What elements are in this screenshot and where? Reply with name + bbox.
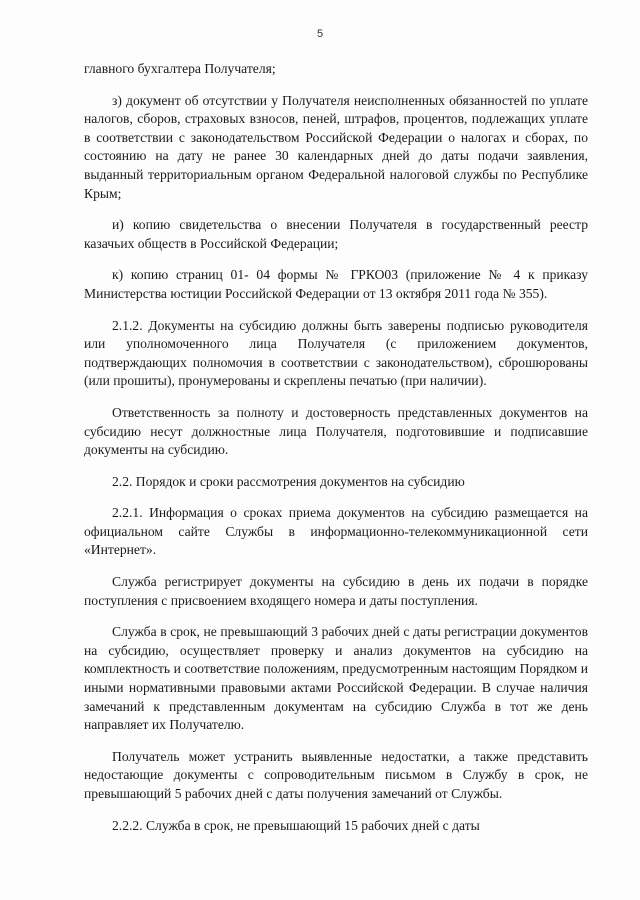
page-number: 5 <box>316 28 324 40</box>
document-body <box>84 60 588 835</box>
paragraph-item-k: к) копию страниц 01- 04 формы № ГРКО03 (приложение № 4 к приказу Министерства юстиции Российской Федерации от 13 октября 2011 года № 355). <box>84 267 588 301</box>
paragraph-item-z: з) документ об отсутствии у Получателя неисполненных обязанностей по уплате налогов, сборов, страховых взносов, пеней, штрафов, процентов, подлежащих уплате в соответствии с законодательством Российской Федерации о налогах и сборах, по состоянию на дату не ранее 30 календарных дней до даты подачи заявления, выданный территориальным органом Федеральной налоговой службы по Республике Крым; <box>84 92 588 201</box>
paragraph-corrections: Получатель может устранить выявленные недостатки, а также представить недостающие документы с сопроводительным письмом в Службу в срок, не превышающий 5 рабочих дней с даты получения замечаний от Службы. <box>84 748 588 801</box>
paragraph-2-2-1: 2.2.1. Информация о сроках приема документов на субсидию размещается на официальном сайте Службы в информационно-телекоммуникационной сети «Интернет». <box>84 505 588 558</box>
paragraph-responsibility: Ответственность за полноту и достоверность представленных документов на субсидию несут должностные лица Получателя, подготовившие и подписавшие документы на субсидию. <box>84 404 588 458</box>
paragraph-2-1-2: 2.1.2. Документы на субсидию должны быть заверены подписью руководителя или уполномоченного лица Получателя (с приложением документов, подтверждающих полномочия в соответствии с законодательством), сброшюрованы (или прошиты), пронумерованы и скреплены печатью (при наличии). <box>84 317 588 389</box>
paragraph-2-2-2: 2.2.2. Служба в срок, не превышающий 15 рабочих дней с даты <box>112 817 480 833</box>
paragraph-review: Служба в срок, не превышающий 3 рабочих дней с даты регистрации документов на субсидию, осуществляет проверку и анализ документов на субсидию на комплектность и соответствие положениям, предусмотренным настоящим Порядком и иными нормативными правовыми актами Российской Федерации. В случае наличия замечаний к представленным документам на субсидию Служба в тот же день направляет их Получателю. <box>84 624 588 733</box>
section-heading-2-2: 2.2. Порядок и сроки рассмотрения документов на субсидию <box>112 473 465 489</box>
paragraph-item-i: и) копию свидетельства о внесении Получателя в государственный реестр казачьих обществ в Российской Федерации; <box>84 217 588 251</box>
paragraph-registration: Служба регистрирует документы на субсидию в день их подачи в порядке поступления с присвоением входящего номера и даты поступления. <box>84 574 588 608</box>
paragraph-continuation: главного бухгалтера Получателя; <box>84 61 276 76</box>
